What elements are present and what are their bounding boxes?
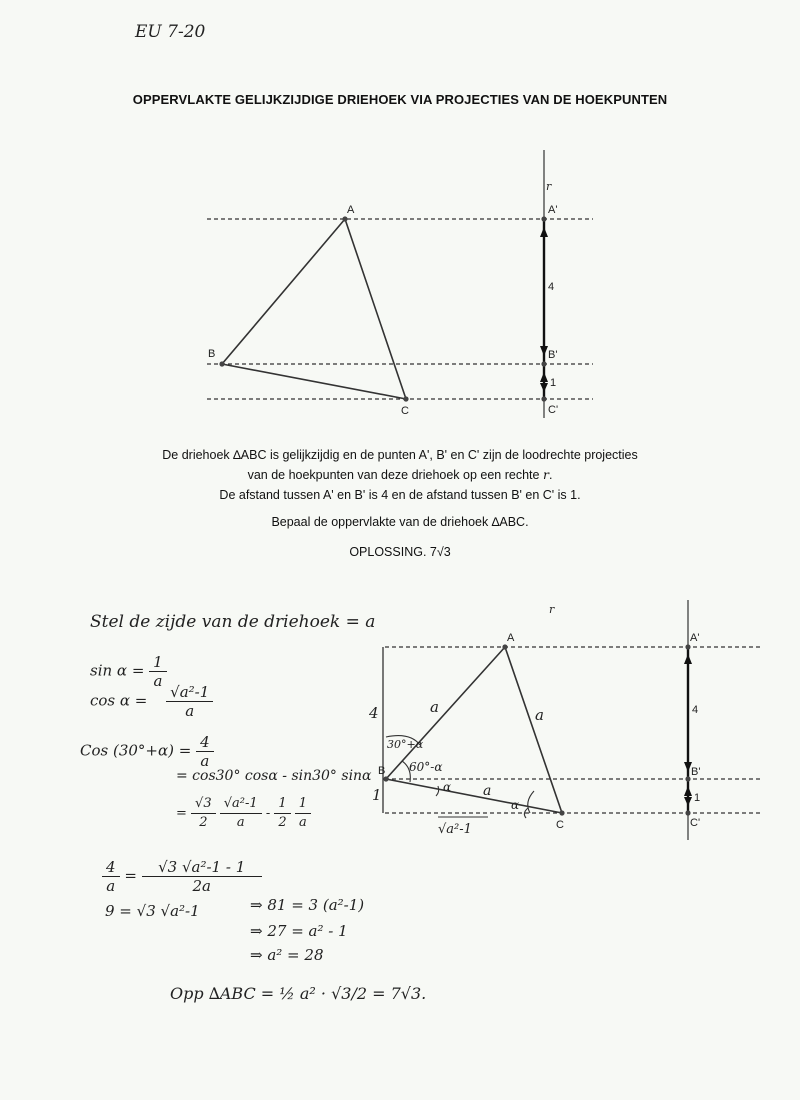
hand-equation: $\frac{4}{a}$ = $\frac{\text{√3 √a²-1 - 1}}{2a}$ <box>102 858 262 895</box>
point-b-label: B <box>208 348 216 360</box>
point-c1-label-2: C' <box>690 817 701 829</box>
distance-4-label: 4 <box>548 281 555 293</box>
point-a1-label: A' <box>548 204 558 216</box>
distance-4-label-2: 4 <box>692 704 699 716</box>
hand-implies-1: ⇒ 81 = 3 (a²-1) <box>250 896 365 914</box>
hand-cos-frac: $\frac{\text{√a²-1}}{a}$ <box>166 683 213 720</box>
distance-1-label: 1 <box>550 377 557 389</box>
hand-expand-1: = cos30° cosα - sin30° sinα <box>176 768 372 784</box>
point-c-label-2: C <box>556 819 564 831</box>
angle-60-alpha: 60°-α <box>409 760 443 774</box>
point-a-label: A <box>347 204 355 216</box>
page-title: OPPERVLAKTE GELIJKZIJDIGE DRIEHOEK VIA PROJECTIES VAN DE HOEKPUNTEN <box>132 92 668 107</box>
angle-alpha-c: α <box>511 798 520 812</box>
hand-area: Opp ∆ABC = ½ a² · √3/2 = 7√3. <box>170 984 427 1003</box>
hand-cos-line <box>90 683 213 720</box>
hand-sin-lhs: sin α = <box>90 661 145 680</box>
distance-1-label-2: 1 <box>694 792 701 804</box>
line-r-label: r <box>546 180 552 193</box>
hand-sin-frac: $\frac{1}{a}$ <box>149 653 167 690</box>
hand-implies-2: ⇒ 27 = a² - 1 <box>250 922 348 940</box>
side-ac-label: a <box>535 706 544 724</box>
point-b-label-2: B <box>378 765 386 777</box>
problem-line-var: r <box>542 467 549 482</box>
hand-implies-3: ⇒ a² = 28 <box>250 946 324 964</box>
line-r-label-2: r <box>549 603 555 616</box>
hand-expand-2: = $\frac{√3}{2}$ $\frac{\text{√a²-1}}{a}$ - $\frac{1}{2}$ $\frac{1}{a}$ <box>176 795 311 832</box>
angle-alpha-b: α <box>443 780 452 794</box>
hand-intro: Stel de zijde van de driehoek = a <box>90 612 376 632</box>
left-distance-1: 1 <box>372 786 382 804</box>
problem-line-3: De afstand tussen A' en B' is 4 en de afstand tussen B' en C' is 1. <box>219 488 581 502</box>
point-b1-label: B' <box>548 349 558 361</box>
hand-cos30-frac: $\frac{4}{a}$ <box>196 733 214 770</box>
hand-cos30-lhs: Cos (30°+α) = <box>80 741 192 760</box>
left-distance-4: 4 <box>369 704 379 722</box>
point-a-label-2: A <box>507 632 515 644</box>
solution-label: OPLOSSING. <box>349 545 427 559</box>
hand-cos30-line <box>80 733 214 770</box>
point-b1-label-2: B' <box>691 766 701 778</box>
solution-value: 7√3 <box>429 545 451 559</box>
reference-code: EU 7-20 <box>135 22 206 42</box>
side-bc-label: a <box>483 783 492 799</box>
angle-30-alpha: 30°+α <box>387 738 424 751</box>
bottom-length-label: √a²-1 <box>438 822 472 837</box>
point-c1-label: C' <box>548 404 559 416</box>
side-ab-label: a <box>430 698 439 716</box>
hand-cos-lhs: cos α = <box>90 691 148 710</box>
point-a1-label-2: A' <box>690 632 700 644</box>
hand-line-9: 9 = √3 √a²-1 <box>105 902 200 920</box>
problem-line-2: van de hoekpunten van deze driehoek op een rechte r. <box>247 467 553 482</box>
point-c-label: C <box>401 405 409 417</box>
question-text: Bepaal de oppervlakte van de driehoek ∆ABC. <box>271 515 529 529</box>
problem-line-1: De driehoek ∆ABC is gelijkzijdig en de punten A', B' en C' zijn de loodrechte projecties <box>162 448 638 462</box>
